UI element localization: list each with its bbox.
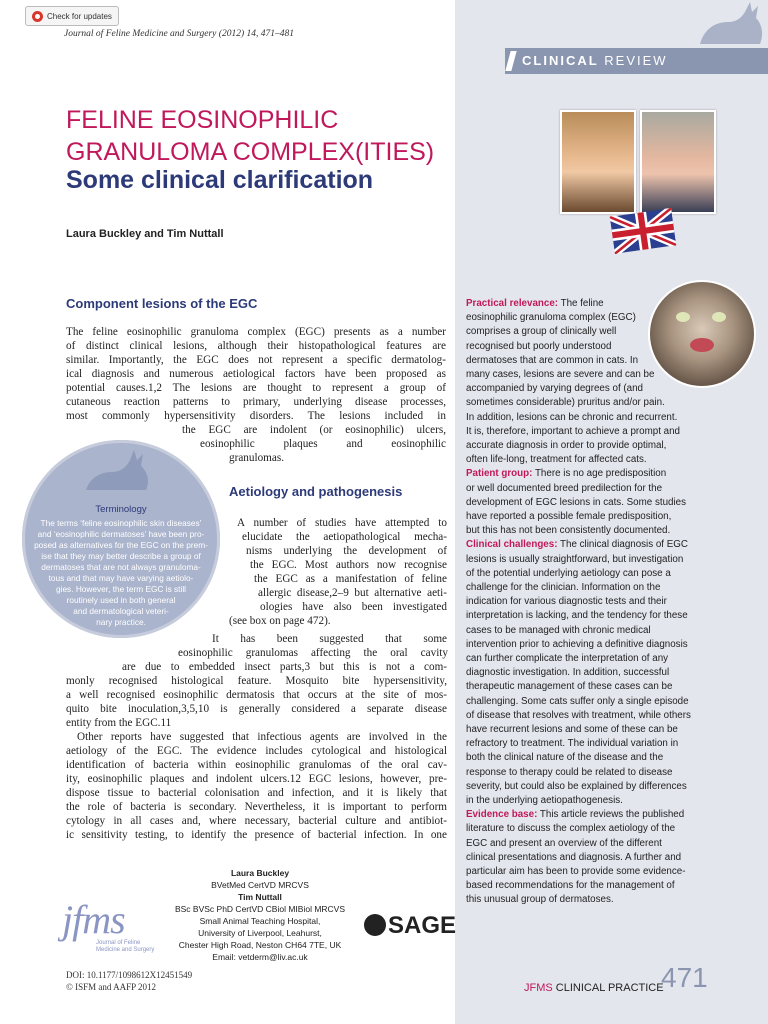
- page-number: 471: [661, 962, 708, 993]
- affiliation-address-1: Small Animal Teaching Hospital,: [199, 916, 321, 926]
- summary-label-clinical: Clinical challenges:: [466, 539, 558, 551]
- summary-text-line: [466, 396, 665, 410]
- affiliation-address-3: Chester High Road, Neston CH64 7TE, UK: [178, 940, 342, 950]
- summary-text: dermatoses that are common in cats. In: [466, 354, 639, 366]
- summary-text: this unusual group of dermatoses.: [466, 894, 614, 906]
- article-title-line-1: FELINE EOSINOPHILIC: [66, 106, 339, 134]
- body-text-line: ity, eosinophilic plaques and indolent ulcers.12 EGC lesions, however, pre-: [66, 773, 447, 785]
- body-text-line: the EGC as a manifestation of feline: [254, 573, 447, 585]
- affiliation-name-2: Tim Nuttall: [238, 892, 282, 902]
- summary-text: therapeutic management of these cases can be: [466, 681, 673, 693]
- article-title-line-2: GRANULOMA COMPLEX(ITIES): [66, 138, 435, 166]
- summary-text: both the clinical nature of the disease and the: [466, 752, 664, 764]
- body-text-line: aetiology of the EGC. The evidence includes cytological and histological: [66, 745, 447, 757]
- summary-text-line: [466, 382, 643, 396]
- author-names: Laura Buckley and Tim Nuttall: [66, 228, 224, 240]
- summary-text: interpretation is lacking, and the tendency for these: [466, 610, 688, 622]
- body-text-line: of distinct clinical lesions, although their histopathological features are: [66, 340, 446, 352]
- summary-text-line: [466, 737, 678, 751]
- summary-text: EGC and present an overview of the different: [466, 837, 662, 849]
- summary-text: intervention prior to achieving a definitive diagnosis: [466, 638, 688, 650]
- summary-text-line: [466, 609, 688, 623]
- summary-text: particular aim has been to provide some evidence-: [466, 866, 686, 877]
- doi[interactable]: DOI: 10.1177/1098612X12451549: [66, 970, 193, 980]
- body-text-line: entity from the EGC.11: [66, 717, 172, 729]
- summary-text-line: [466, 652, 668, 666]
- summary-text: have recurrent lesions and some of these can be: [466, 724, 678, 735]
- body-text-line: granulomas.: [229, 452, 284, 464]
- body-text-line: It has been suggested that some: [212, 633, 447, 645]
- summary-text: of disease that resolves with treatment, while others: [466, 709, 691, 721]
- body-text-line: eosinophilic plaques and eosinophilic: [200, 438, 446, 450]
- copyright: © ISFM and AAFP 2012: [66, 982, 157, 992]
- summary-text: severity, but could also be explained by differences: [466, 780, 687, 792]
- summary-text-line: [466, 325, 616, 339]
- terminology-text-line: and ‘eosinophilic dermatoses’ have been pro-: [37, 529, 205, 539]
- summary-text: The feline: [558, 298, 604, 309]
- summary-text: The clinical diagnosis of EGC: [557, 539, 688, 551]
- summary-text-line: [466, 538, 688, 552]
- summary-text-line: [466, 893, 614, 907]
- summary-text-line: [466, 439, 666, 453]
- body-text-line: the EGC. Most authors now recognise: [250, 559, 447, 571]
- summary-text-line: [466, 695, 689, 709]
- body-text-line: most commonly hypersensitivity disorders. The lesions included in: [66, 410, 446, 422]
- body-text-line: are due to embedded insect parts,3 but this is not a com-: [122, 661, 447, 673]
- summary-text: in the underlying aetiopathogenesis.: [466, 795, 623, 806]
- terminology-text-line: tous and that may have varying aetiolo-: [48, 573, 194, 583]
- summary-text-line: [466, 595, 667, 609]
- cat-eye-right: [712, 312, 726, 322]
- body-text-line: cytology in all cases and, where necessary, bacterial culture and antibiot-: [66, 815, 447, 827]
- summary-text-line: [466, 851, 681, 865]
- summary-text: or well documented breed predilection for the: [466, 482, 663, 494]
- summary-text: based recommendations for the management of: [466, 880, 675, 892]
- summary-label-practical: Practical relevance:: [466, 298, 559, 309]
- terminology-text-line: ise that they may better describe a group of: [41, 551, 201, 561]
- footer-journal-label: JFMS CLINICAL PRACTICE: [524, 982, 664, 994]
- body-text-line: ologies have also been investigated: [260, 601, 447, 613]
- summary-text-line: [466, 297, 604, 311]
- author-photo-laura-buckley: [560, 110, 636, 214]
- body-text-line: dispose tissue to bacterial colonisation and infection, and it is likely that: [66, 787, 447, 799]
- cat-lesion-photo: [648, 280, 756, 388]
- jfms-logo-subtitle: Journal of Feline Medicine and Surgery: [96, 940, 155, 953]
- check-for-updates-label: Check for updates: [47, 11, 112, 21]
- body-text-line: elucidate the aetiopathological mecha-: [242, 531, 447, 543]
- body-text-line: quito bite inoculation,3,5,10 is generally considered a separate disease: [66, 703, 447, 715]
- summary-text-line: [466, 581, 660, 595]
- summary-text: challenge for the clinician. Information on the: [466, 582, 661, 593]
- summary-text: In addition, lesions can be chronic and recurrent.: [466, 411, 678, 423]
- affiliation-quals-2: BSc BVSc PhD CertVD CBiol MIBiol MRCVS: [174, 904, 346, 914]
- sage-logo-icon: [364, 914, 386, 936]
- jfms-logo: jfms: [62, 897, 125, 942]
- summary-text-line: [466, 411, 677, 425]
- summary-text: clinical presentations and diagnosis. A further and: [466, 851, 682, 863]
- summary-text-line: [466, 482, 662, 496]
- terminology-text-line: posed as alternatives for the EGC on the prem-: [34, 540, 208, 550]
- affiliation-name-1: Laura Buckley: [230, 868, 290, 878]
- body-text-line: the EGC are indolent (or eosinophilic) ulcers,: [182, 424, 446, 436]
- body-text-line: allergic disease,2–9 but alternative aeti-: [258, 587, 447, 599]
- summary-text-line: [466, 865, 685, 879]
- terminology-box: [22, 440, 220, 638]
- body-text-line: similar. Importantly, the EGC does not represent a specific dermatolog-: [66, 354, 446, 366]
- body-text-line: monly recognised histological feature. Mosquito bite hypersensitivity,: [66, 675, 447, 687]
- summary-text-line: [466, 340, 611, 354]
- summary-text-line: [466, 368, 654, 382]
- body-text-line: A number of studies have attempted to: [237, 517, 447, 529]
- summary-text: can further complicate the interpretation of any: [466, 653, 669, 664]
- summary-text-line: [466, 638, 688, 652]
- summary-text-line: [466, 822, 675, 836]
- summary-text-line: [466, 354, 638, 368]
- section-heading-component-lesions: Component lesions of the EGC: [66, 296, 258, 311]
- check-for-updates-button[interactable]: [25, 6, 119, 26]
- terminology-text-line: dermatoses that are not always granuloma-: [41, 562, 201, 572]
- summary-text: There is no age predisposition: [532, 468, 667, 480]
- summary-text-line: [466, 808, 684, 822]
- summary-text-line: [466, 723, 678, 737]
- summary-text-line: [466, 837, 662, 851]
- body-text-line: identification of bacteria within eosinophilic granulomas of the oral cav-: [66, 759, 447, 771]
- summary-text: refractory to treatment. The individual variation in: [466, 738, 679, 750]
- summary-label-evidence: Evidence base:: [466, 809, 538, 821]
- body-text-line: nisms underlying the development of: [246, 545, 447, 557]
- summary-text: comprises a group of clinically well: [466, 326, 617, 338]
- summary-text: literature to discuss the complex aetiology of the: [466, 823, 676, 835]
- terminology-title: Terminology: [95, 504, 147, 515]
- summary-text: It is, therefore, important to achieve a prompt and: [466, 425, 681, 437]
- summary-label-patient: Patient group:: [466, 468, 533, 480]
- summary-text: recognised but poorly understood: [466, 340, 612, 352]
- summary-text: development of EGC lesions in cats. Some studies: [466, 496, 686, 508]
- body-text-line: (see box on page 472).: [229, 615, 331, 627]
- summary-text-line: [466, 510, 671, 524]
- article-subtitle: Some clinical clarification: [66, 166, 374, 194]
- author-photo-tim-nuttall: [640, 110, 716, 214]
- cat-silhouette-icon: [690, 0, 768, 48]
- summary-text-line: [466, 879, 675, 893]
- body-text-line: eosinophilic granulomas affecting the oral cavity: [178, 647, 448, 659]
- journal-citation: Journal of Feline Medicine and Surgery (2012) 14, 471–481: [64, 29, 294, 39]
- affiliation-email[interactable]: Email: vetderm@liv.ac.uk: [212, 952, 308, 962]
- cat-silhouette-icon: [80, 446, 160, 496]
- summary-text-line: [466, 496, 686, 510]
- summary-text-line: [466, 524, 670, 538]
- summary-text: cases to be managed with chronic medical: [466, 624, 651, 636]
- summary-text: but this has not been consistently documented.: [466, 525, 671, 537]
- terminology-text-line: nary practice.: [96, 617, 146, 627]
- summary-text-line: [466, 453, 647, 467]
- summary-text-line: [466, 780, 687, 794]
- body-text-line: ic sensitivity testing, to identify the presence of bacterial infection. In one: [66, 829, 447, 841]
- summary-text: accurate diagnosis in order to provide optimal,: [466, 440, 667, 451]
- cat-eye-left: [676, 312, 690, 322]
- summary-text-line: [466, 624, 651, 638]
- summary-text: have reported a possible female predisposition,: [466, 511, 672, 522]
- summary-text-line: [466, 680, 672, 694]
- affiliation-address-2: University of Liverpool, Leahurst,: [198, 928, 322, 938]
- body-text-line: potential causes.1,2 The lesions are thought to represent a group of: [66, 382, 446, 394]
- summary-text: of the potential underlying aetiology can pose a: [466, 567, 671, 579]
- terminology-text-line: and dermatological veteri-: [73, 606, 169, 616]
- summary-text-line: [466, 425, 680, 439]
- summary-text: many cases, lesions are severe and can be: [466, 369, 655, 380]
- summary-text: indication for various diagnostic tests and their: [466, 596, 667, 608]
- summary-text-line: [466, 766, 672, 780]
- section-heading-aetiology: Aetiology and pathogenesis: [229, 484, 403, 499]
- summary-text-line: [466, 751, 663, 765]
- summary-text-line: [466, 666, 669, 680]
- summary-text: lesions is usually straightforward, but investigation: [466, 553, 684, 565]
- summary-text: sometimes considerable) pruritus and/or pain.: [466, 397, 665, 409]
- summary-text: This article reviews the published: [537, 809, 685, 821]
- banner-label: CLINICAL REVIEW: [522, 53, 668, 68]
- summary-text: challenging. Some cats suffer only a single episode: [466, 695, 689, 707]
- summary-text: often life-long, treatment for affected cats.: [466, 454, 647, 466]
- summary-text: diagnostic investigation. In addition, successful: [466, 667, 670, 679]
- body-text-line: cutaneous reaction patterns to primary, underlying disease processes,: [66, 396, 446, 408]
- cat-lip-lesion: [690, 338, 714, 352]
- summary-text-line: [466, 467, 666, 481]
- crossmark-icon: [32, 11, 43, 22]
- body-text-line: The feline eosinophilic granuloma complex (EGC) presents as a number: [66, 326, 446, 338]
- summary-text: eosinophilic granuloma complex (EGC): [466, 312, 636, 324]
- body-text-line: a well recognised eosinophilic dermatosis that occurs at the site of mos-: [66, 689, 447, 701]
- terminology-text-line: routinely used in both general: [66, 595, 176, 605]
- affiliation-quals-1: BVetMed CertVD MRCVS: [211, 880, 309, 890]
- summary-text: response to therapy could be related to disease: [466, 766, 673, 778]
- body-text-line: the role of bacteria is secondary. Nevertheless, it is important to perform: [66, 801, 447, 813]
- summary-text-line: [466, 794, 623, 808]
- body-text-line: ical diagnosis and numerous aetiological factors have been proposed as: [66, 368, 446, 380]
- terminology-text-line: gies. However, the term EGC is still: [55, 584, 187, 594]
- summary-text: accompanied by varying degrees of (and: [466, 383, 643, 395]
- summary-text-line: [466, 709, 691, 723]
- body-text-line: Other reports have suggested that infectious agents are involved in the: [77, 731, 447, 743]
- summary-text-line: [466, 311, 636, 325]
- sage-logo: SAGE: [388, 912, 457, 939]
- summary-text-line: [466, 567, 671, 581]
- terminology-text-line: The terms ‘feline eosinophilic skin diseases’: [40, 518, 202, 528]
- summary-text-line: [466, 553, 683, 567]
